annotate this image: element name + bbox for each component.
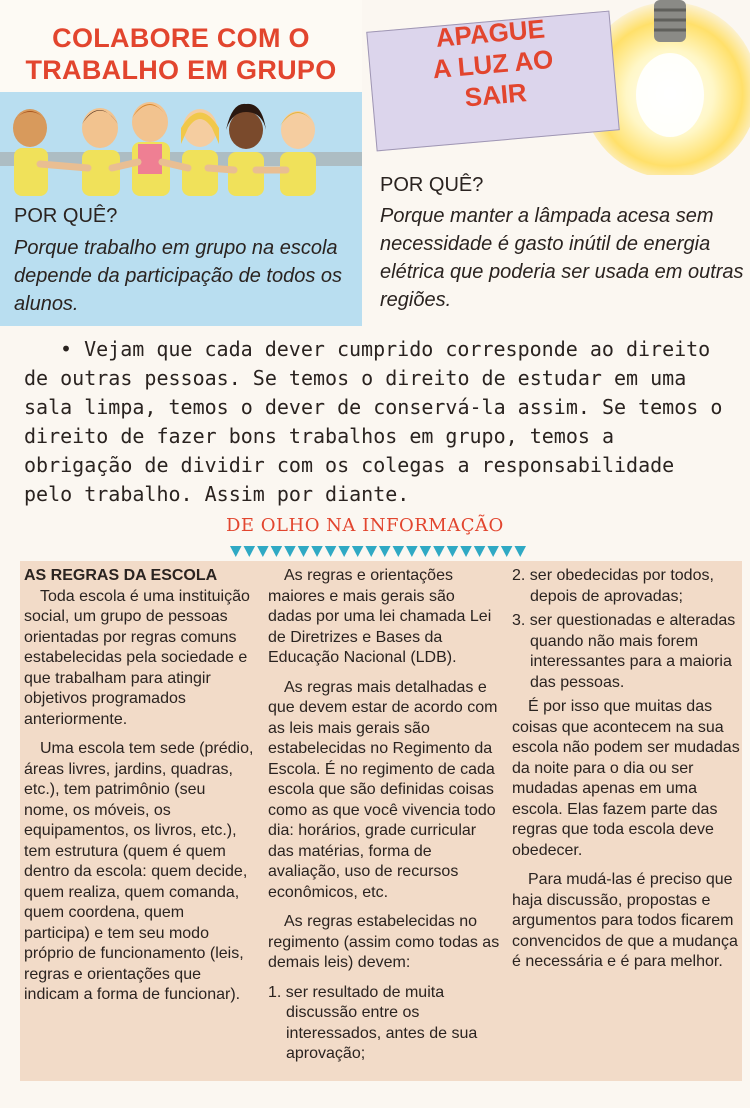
triangle-mark (365, 546, 377, 557)
info-column-1 (24, 566, 254, 1015)
triangle-mark (230, 546, 242, 557)
group-title-line2: TRABALHO EM GRUPO (25, 55, 337, 85)
light-title-line1: APAGUE (434, 13, 547, 53)
triangle-mark (338, 546, 350, 557)
info-list-item: 1. ser resultado de muita discussão entre os interessados, antes de sua aprovação; (268, 983, 478, 1062)
triangle-mark (311, 546, 323, 557)
info-paragraph: Para mudá-las é preciso que haja discussão, propostas e argumentos para todos ficarem convencidos de que a mudança é necessária e é para melhor. (512, 871, 738, 970)
triangle-mark (393, 546, 405, 557)
info-header: DE OLHO NA INFORMAÇÃO (226, 515, 504, 536)
triangle-mark (298, 546, 310, 557)
triangle-mark (447, 546, 459, 557)
group-title (0, 22, 362, 86)
triangle-mark (514, 546, 526, 557)
info-paragraph: As regras mais detalhadas e que devem estar de acordo com as leis mais gerais são estabelecidas no Regimento da Escola. É no regimento de cada escola que são definidas coisas como as que você vivencia todo dia: horários, grade curricular das matérias, forma de avaliação, uso de recursos econômicos, etc. (268, 678, 498, 901)
triangle-border-icon (229, 546, 527, 558)
main-paragraph-text: Vejam que cada dever cumprido corresponde ao direito de outras pessoas. Se temos o direito de estudar em uma sala limpa, temos o dever de conservá-la assim. Se temos o direito de fazer bons trabalhos em grupo, temos a obrigação de dividir com os colegas a responsabilidade pelo trabalho. Assim por diante. (24, 337, 723, 506)
bullet: • (60, 337, 73, 361)
group-answer: Porque trabalho em grupo na escola depende da participação de todos os alunos. (14, 237, 343, 315)
triangle-mark (325, 546, 337, 557)
triangle-mark (271, 546, 283, 557)
triangle-mark (460, 546, 472, 557)
triangle-mark (379, 546, 391, 557)
triangle-mark (352, 546, 364, 557)
info-paragraph: Toda escola é uma instituição social, um grupo de pessoas orientadas por regras comuns estabelecidas pela sociedade e que trabalham para atingir objetivos programados anteriormente. (24, 587, 250, 728)
light-question: POR QUÊ? (380, 174, 484, 196)
main-paragraph (24, 335, 730, 509)
triangle-mark (284, 546, 296, 557)
triangle-mark (244, 546, 256, 557)
info-list-item: 3. ser questionadas e alteradas quando não mais forem interessantes para a maioria das pessoas. (512, 612, 736, 691)
triangle-mark (420, 546, 432, 557)
info-paragraph: As regras e orientações maiores e mais gerais são dadas por uma lei chamada Lei de Diretrizes e Bases da Educação Nacional (LDB). (268, 567, 492, 666)
light-title-line2: A LUZ AO (431, 43, 555, 85)
triangle-mark (433, 546, 445, 557)
triangle-mark (257, 546, 269, 557)
triangle-mark (406, 546, 418, 557)
triangle-mark (501, 546, 513, 557)
info-heading: AS REGRAS DA ESCOLA (24, 567, 218, 584)
light-answer: Porque manter a lâmpada acesa sem necessidade é gasto inútil de energia elétrica que poderia ser usada em outras regiões. (380, 205, 744, 311)
info-paragraph: Uma escola tem sede (prédio, áreas livres, jardins, quadras, etc.), tem patrimônio (seu nome, os móveis, os equipamentos, os livros, etc.), tem estrutura (quem é quem dentro da escola: quem decide, quem realiza, quem comanda, quem coordena, quem participa) e tem seu modo próprio de funcionamento (leis, regras e orientações que indicam a forma de funcionar). (24, 740, 254, 1003)
triangle-mark (474, 546, 486, 557)
info-list-item: 2. ser obedecidas por todos, depois de aprovadas; (512, 567, 714, 605)
triangle-mark (487, 546, 499, 557)
children-illustration-icon (0, 92, 362, 196)
light-title-line3: SAIR (463, 77, 528, 113)
info-column-2 (268, 566, 500, 1069)
info-column-3 (512, 566, 744, 982)
group-title-line1: COLABORE COM O (52, 23, 310, 53)
group-question: POR QUÊ? (14, 205, 118, 227)
info-paragraph: As regras estabelecidas no regimento (assim como todas as demais leis) devem: (268, 913, 500, 971)
info-paragraph: É por isso que muitas das coisas que acontecem na sua escola não podem ser mudadas da noite para o dia ou ser mudadas apenas em uma escola. Elas fazem parte das regras que toda escola deve obedecer. (512, 698, 740, 859)
